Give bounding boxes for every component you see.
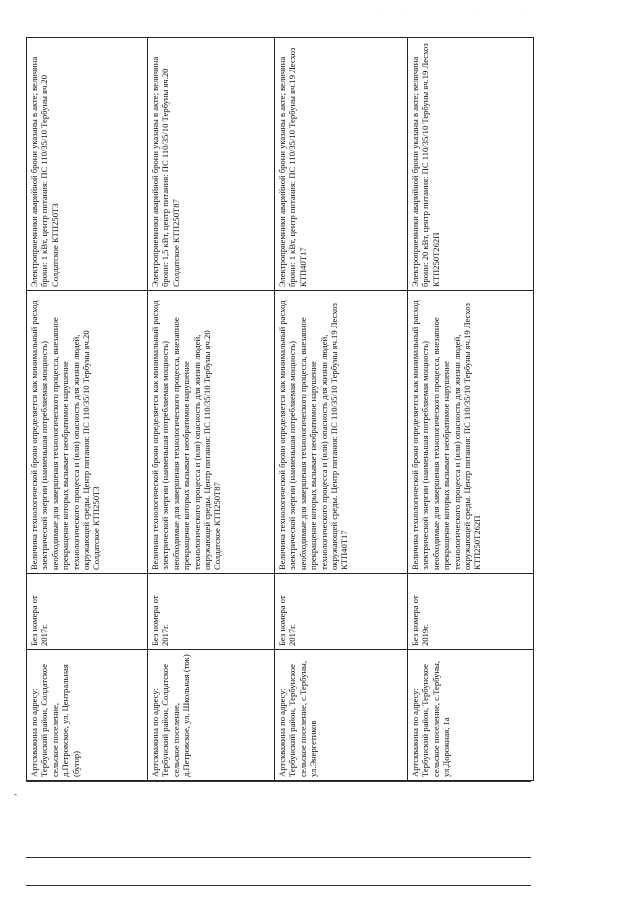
note-cell: Электроприемники аварийной брони указаны в акте; величина брони: 20 кВт, центр питания: ПС 110/35/10 Тербуны яч.19 Лесхоз КТП250Т262П — [408, 38, 534, 291]
emergency-reserve-table — [26, 37, 534, 781]
note-cell: Электроприемники аварийной брони указаны в акте; величина брони: 1 кВт, центр питания: ПС 110/35/10 Тербуны яч.20 Солдатское КТП250Т3 — [27, 38, 148, 291]
table-row — [408, 38, 534, 781]
rotated-table-container — [26, 38, 533, 781]
divider-line — [26, 885, 531, 886]
divider-line — [26, 857, 531, 858]
description-cell: Величина технологической брони определяется как минимальный расход электрической энергии (наименьшая потребляемая мощность) необходимые для завершения технологического процесса, внезапное прекращение которых вызывает необратимое нарушение технологического процесса и (или) опасность для жизни людей, окружающей среды. Центр питания: ПС 110/35/10 Тербуны яч.19 Лесхоз КТП250Т262П — [408, 291, 534, 574]
address-cell: Артскважина по адресу: Тербунский район, Солдатское сельское поселение, д.Петровское, ул. Школьная (ток) — [148, 650, 275, 781]
description-cell: Величина технологической брони определяется как минимальный расход электрической энергии (наименьшая потребляемая мощность) необходимые для завершения технологического процесса, внезапное прекращение которых вызывает необратимое нарушение технологического процесса и (или) опасность для жизни людей, окружающей среды. Центр питания: ПС 110/35/10 Тербуны яч.19 Лесхоз КТП40Т17 — [275, 291, 408, 574]
doc-number-cell: Без номера от 2017г. — [27, 574, 148, 650]
description-cell: Величина технологической брони определяется как минимальный расход электрической энергии (наименьшая потребляемая мощность) необходимые для завершения технологического процесса, внезапное прекращение которых вызывает необратимое нарушение технологического процесса и (или) опасность для жизни людей, окружающей среды. Центр питания: ПС 110/35/10 Тербуны яч.20 Солдатское КТП250Т3 — [27, 291, 148, 574]
address-cell: Артскважина по адресу: Тербунский район, Тербунское сельское поселение, с.Тербуны, ул.Дорожная, 1а — [408, 650, 534, 781]
note-cell: Электроприемники аварийной брони указаны в акте; величина брони: 1,5 кВт, центр питания: ПС 110/35/10 Тербуны яч.20 Солдатское КТП250Т87 — [148, 38, 275, 291]
doc-number-cell: Без номера от 2017г. — [148, 574, 275, 650]
address-cell: Артскважина по адресу: Тербунский район, Тербунское сельское поселение, с.Тербуны, ул.Энергетиков — [275, 650, 408, 781]
divider-line — [26, 781, 531, 782]
doc-number-cell: Без номера от 2017г. — [275, 574, 408, 650]
scan-speck: · — [474, 6, 476, 12]
description-cell: Величина технологической брони определяется как минимальный расход электрической энергии (наименьшая потребляемая мощность) необходимые для завершения технологического процесса, внезапное прекращение которых вызывает необратимое нарушение технологического процесса и (или) опасность для жизни людей, окружающей среды. Центр питания: ПС 110/35/10 Тербуны яч.20 Солдатское КТП250Т87 — [148, 291, 275, 574]
table-row — [275, 38, 408, 781]
table-row — [27, 38, 148, 781]
table-row — [148, 38, 275, 781]
note-cell: Электроприемники аварийной брони указаны в акте; величина брони: 1 кВт, центр питания: ПС 110/35/10 Тербуны яч.19 Лесхоз КТП40Т17 — [275, 38, 408, 291]
doc-number-cell: Без номера от 2019г. — [408, 574, 534, 650]
margin-mark: - — [14, 789, 17, 799]
scan-speck: · — [402, 6, 404, 12]
scan-speck: · — [520, 6, 522, 12]
address-cell: Артскважина по адресу: Тербунский район, Солдатское сельское поселение, д.Петровское, ул. Центральная (бугор) — [27, 650, 148, 781]
scan-speck: · — [376, 6, 378, 12]
